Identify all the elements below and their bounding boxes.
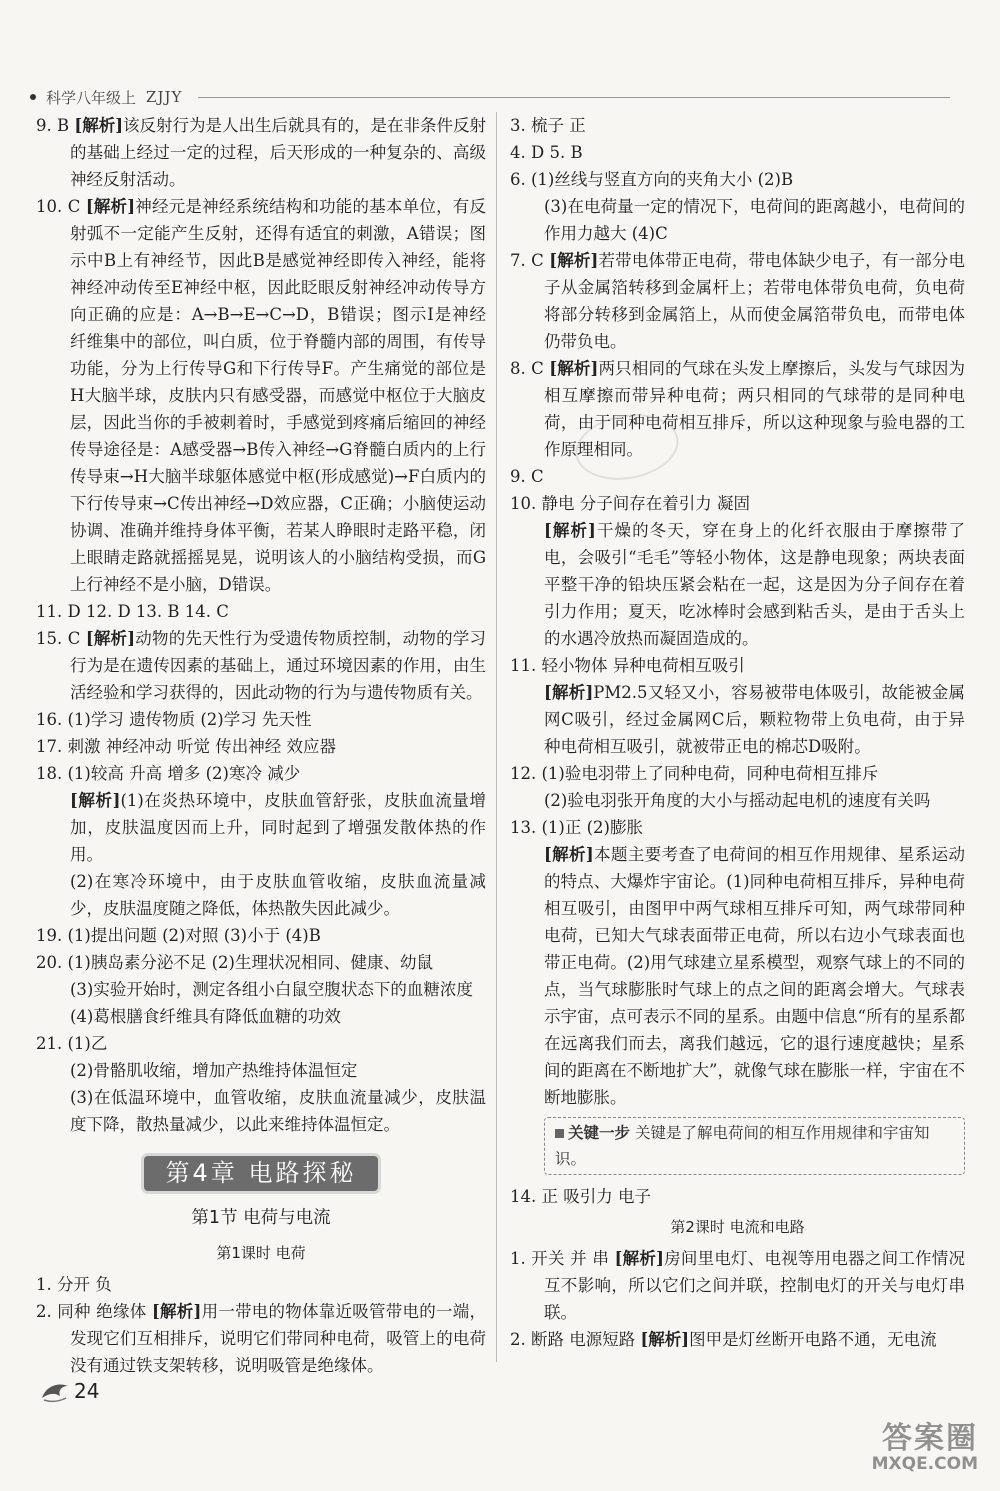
header-rule: [198, 97, 950, 98]
key-step-label: 关键一步: [568, 1124, 631, 1142]
answer-item: 8. C [解析]两只相同的气球在头发上摩擦后，头发与气球因为相互摩擦而带异种电荷；两只相同的气球带的是同种电荷，由于同种电荷相互排斥，所以这种现象与验电器的工作原理相同。: [510, 359, 966, 459]
answer-item: 18. (1)较高 升高 增多 (2)寒冷 减少: [36, 764, 301, 783]
analysis-text: [解析]干燥的冬天，穿在身上的化纤衣服由于摩擦带了电，会吸引“毛毛”等轻小物体，这是静电现象；两块表面平整干净的铅块压紧会粘在一起，这是因为分子间存在着引力作用；夏天，吃冰棒时会感到粘舌头，是由于舌头上的水遇冷放热而凝固造成的。: [544, 521, 965, 648]
answer-subitem: (3)在低温环境中，血管收缩，皮肤血流量减少，皮肤温度下降，散热量减少，以此来维持体温恒定。: [70, 1088, 486, 1134]
answer-item: 4. D 5. B: [510, 143, 583, 162]
answer-item: 21. (1)乙: [36, 1034, 108, 1053]
answer-subitem: (3)在电荷量一定的情况下，电荷间的距离越小，电荷间的作用力越大 (4)C: [544, 197, 965, 243]
answer-item: 6. (1)丝线与竖直方向的夹角大小 (2)B: [510, 170, 794, 189]
lesson-title: 第1课时 电荷: [216, 1244, 306, 1262]
right-column: [510, 112, 965, 1353]
answer-item: 7. C [解析]若带电体带正电荷，带电体缺少电子，有一部分电子从金属箔转移到金属杆上；若带电体带负电荷，负电荷将部分转移到金属箔上，从而使金属箔带负电，而带电体仍带负电。: [510, 251, 966, 351]
answer-item: 10. C [解析]神经元是神经系统结构和功能的基本单位，有反射弧不一定能产生反射，还得有适宜的刺激，A错误；图示中B上有神经节，因此B是感觉神经即传入神经，能将神经冲动传至E神经中枢，因此眨眼反射神经冲动传导方向正确的应是：A→B→E→C→D，B错误；图示I是神经纤维集中的部位，叫白质，位于脊髓内部的周围，有传导功能，分为上行传导G和下行传导F。产生痛觉的部位是H大脑半球，皮肤内只有感受器，而感觉中枢位于大脑皮层，因此当你的手被刺着时，手感觉到疼痛后缩回的神经传导途径是：A感受器→B传入神经→G脊髓白质内的上行传导束→H大脑半球躯体感觉中枢(形成感觉)→F白质内的下行传导束→C传出神经→D效应器，C正确；小脑使运动协调、准确并维持身体平衡，若某人睁眼时走路平稳，闭上眼睛走路就摇摇晃晃，说明该人的小脑结构受损，而G上行神经不是小脑，D错误。: [36, 197, 487, 594]
section-title: 第1节 电荷与电流: [191, 1208, 331, 1228]
answer-item: 1. 开关 并 串 [解析]房间里电灯、电视等用电器之间工作情况互不影响，所以它们之间并联，控制电灯的开关与电灯串联。: [510, 1249, 966, 1322]
key-step-text: 关键是了解电荷间的相互作用规律和宇宙知识。: [555, 1124, 930, 1168]
key-step-square-icon: [555, 1129, 564, 1138]
answer-item: 9. C: [510, 467, 544, 486]
column-divider: [496, 112, 497, 1362]
analysis-text: [解析]本题主要考查了电荷间的相互作用规律、星系运动的特点、大爆炸宇宙论。(1)同种电荷相互排斥，异种电荷相互吸引，由图甲中两气球相互排斥可知，两气球带同种电荷，已知大气球表面带正电荷，所以右边小气球表面也带正电荷。(2)用气球建立星系模型，观察气球上的不同的点，当气球膨胀时气球上的点之间的距离会增大。气球表示宇宙，点可表示不同的星系。由题中信息“所有的星系都在远离我们而去，离我们越远，它的退行速度越快；星系间的距离在不断地扩大”，就像气球在膨胀一样，宇宙在不断地膨胀。: [544, 845, 965, 1107]
answer-item: 16. (1)学习 遗传物质 (2)学习 先天性: [36, 710, 312, 729]
answer-subitem: (2)验电羽张开角度的大小与摇动起电机的速度有关吗: [544, 791, 931, 810]
site-watermark: [872, 1422, 978, 1474]
chapter-banner: 第4章 电路探秘: [144, 1156, 379, 1191]
analysis-text: [解析]PM2.5又轻又小，容易被带电体吸引，故能被金属网C吸引，经过金属网C后，颗粒物带上负电荷，由于异种电荷相互吸引，就被带正电的棉芯D吸附。: [544, 683, 965, 756]
answer-item: 1. 分开 负: [36, 1275, 112, 1294]
answer-item: 13. (1)正 (2)膨胀: [510, 818, 643, 837]
answer-subitem: (2)骨骼肌收缩，增加产热维持体温恒定: [70, 1061, 358, 1080]
key-step-box: [544, 1117, 965, 1175]
header-title: 科学八年级上: [46, 88, 137, 107]
header-publisher: ZJJY: [146, 88, 183, 106]
answer-item: 11. 轻小物体 异种电荷相互吸引: [510, 656, 745, 675]
lesson-title: 第2课时 电流和电路: [670, 1218, 805, 1236]
answer-item: 10. 静电 分子间存在着引力 凝固: [510, 494, 750, 513]
answer-item: 2. 断路 电源短路 [解析]图甲是灯丝断开电路不通，无电流: [510, 1330, 937, 1349]
header-bullet-icon: [30, 94, 36, 100]
answer-item: 3. 梳子 正: [510, 116, 586, 135]
answer-item: 2. 同种 绝缘体 [解析]用一带电的物体靠近吸管带电的一端，发现它们互相排斥，说明它们带同种电荷，吸管上的电荷没有通过铁支架转移，说明吸管是绝缘体。: [36, 1302, 487, 1375]
page-number: 24: [40, 1378, 99, 1404]
dolphin-icon: [40, 1378, 70, 1404]
answer-item: 17. 刺激 神经冲动 听觉 传出神经 效应器: [36, 737, 336, 756]
answer-item: 14. 正 吸引力 电子: [510, 1187, 651, 1206]
analysis-text: [解析](1)在炎热环境中，皮肤血管舒张，皮肤血流量增加，皮肤温度因而上升，同时起到了增强发散体热的作用。: [70, 791, 486, 864]
answer-item: 19. (1)提出问题 (2)对照 (3)小于 (4)B: [36, 926, 321, 945]
analysis-text: (2)在寒冷环境中，由于皮肤血管收缩，皮肤血流量减少，皮肤温度随之降低，体热散失因此减少。: [70, 872, 486, 918]
answer-item: 12. (1)验电羽带上了同种电荷，同种电荷相互排斥: [510, 764, 879, 783]
answer-item: 15. C [解析]动物的先天性行为受遗传物质控制，动物的学习行为是在遗传因素的基础上，通过环境因素的作用，由生活经验和学习获得的，因此动物的行为与遗传物质有关。: [36, 629, 487, 702]
answer-subitem: (4)葛根膳食纤维具有降低血糖的功效: [70, 1007, 341, 1026]
answer-item: 11. D 12. D 13. B 14. C: [36, 602, 229, 621]
left-column: [36, 112, 486, 1379]
answer-item: 9. B [解析]该反射行为是人出生后就具有的，是在非条件反射的基础上经过一定的过程，后天形成的一种复杂的、高级神经反射活动。: [36, 116, 487, 189]
watermark-url: MXQE.COM: [871, 1454, 978, 1474]
answer-subitem: (3)实验开始时，测定各组小白鼠空腹状态下的血糖浓度: [70, 980, 473, 999]
page-header: [30, 86, 950, 108]
watermark-site: 答案圈: [882, 1421, 978, 1456]
answer-item: 20. (1)胰岛素分泌不足 (2)生理状况相同、健康、幼鼠: [36, 953, 433, 972]
